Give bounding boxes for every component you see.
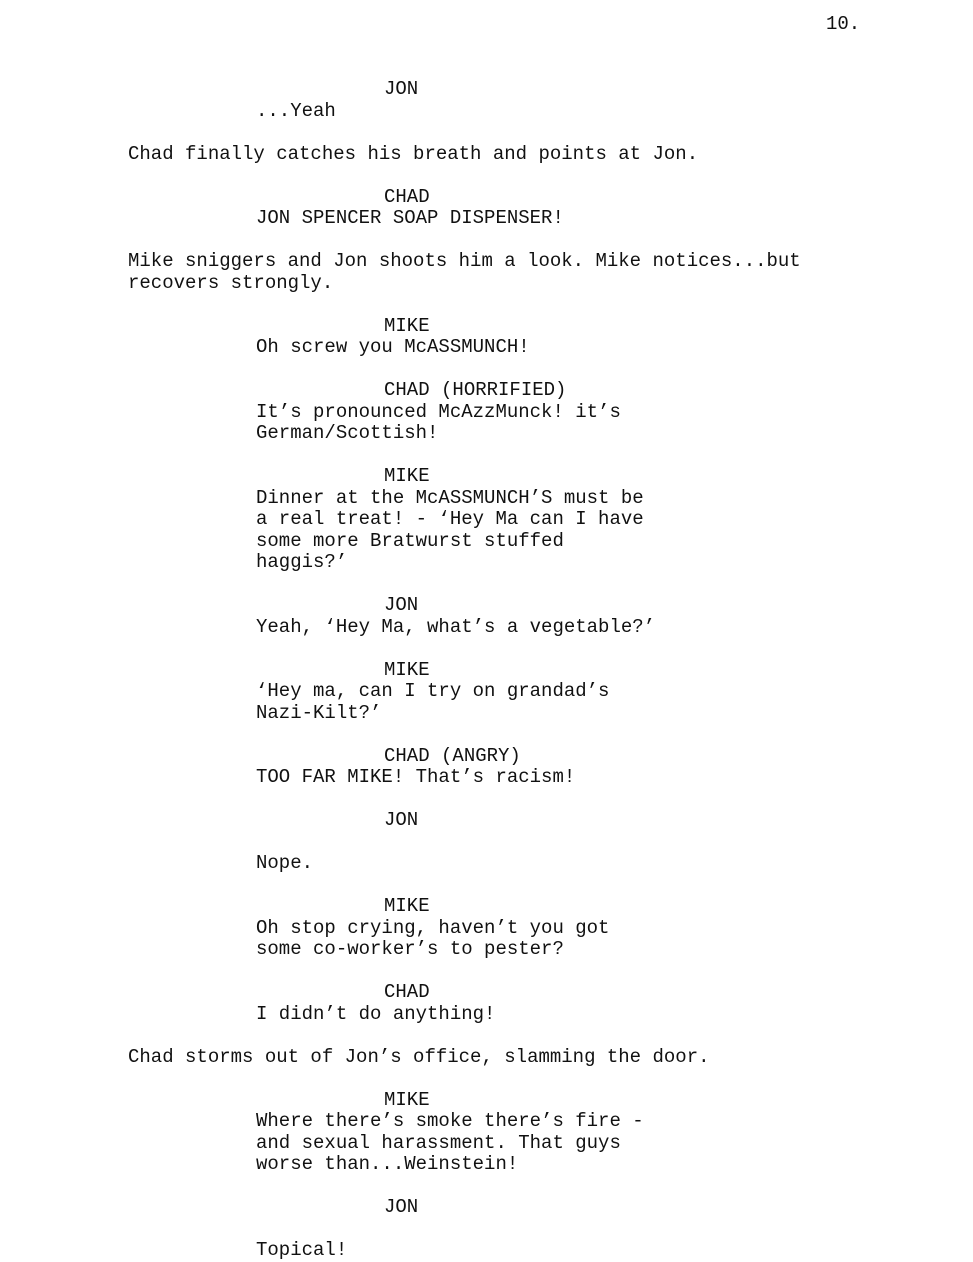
blank-line — [0, 638, 973, 660]
character-cue: MIKE — [384, 465, 430, 487]
character-cue: MIKE — [384, 314, 430, 337]
blank-line — [0, 574, 973, 596]
dialogue-text: Oh screw you McASSMUNCH! — [256, 336, 530, 358]
blank-line — [0, 294, 973, 316]
action-line: Chad finally catches his breath and points at Jon. — [128, 142, 699, 165]
character-cue: MIKE — [384, 1088, 430, 1111]
blank-line — [0, 1025, 973, 1047]
character-cue: JON — [384, 594, 419, 616]
character-cue: JON — [384, 78, 419, 100]
dialogue-text: JON SPENCER SOAP DISPENSER! — [256, 207, 564, 229]
dialogue-text: Topical! — [256, 1239, 348, 1261]
blank-line — [0, 1176, 973, 1198]
character-cue: CHAD — [384, 981, 430, 1003]
dialogue-text: Nope. — [256, 852, 314, 874]
blank-line — [0, 165, 973, 187]
dialogue-text: Oh stop crying, haven’t you got some co-worker’s to pester? — [256, 916, 610, 960]
character-cue: MIKE — [384, 895, 430, 917]
action-line: Chad storms out of Jon’s office, slamming the door. — [128, 1045, 710, 1068]
character-cue: MIKE — [384, 658, 430, 681]
dialogue-text: Dinner at the McASSMUNCH’S must be a real treat! - ‘Hey Ma can I have some more Bratwurst stuffed haggis?’ — [256, 486, 644, 573]
blank-line — [0, 724, 973, 746]
dialogue-text: Where there’s smoke there’s fire - and sexual harassment. That guys worse than...Weinstein! — [256, 1110, 644, 1175]
blank-line — [0, 789, 973, 811]
page-number: 10. — [826, 13, 861, 35]
character-cue: JON — [384, 1196, 419, 1218]
blank-line — [0, 445, 973, 467]
dialogue-text: It’s pronounced McAzzMunck! it’s German/Scottish! — [256, 400, 621, 444]
blank-line — [0, 122, 973, 144]
character-cue: JON — [384, 809, 419, 831]
dialogue-text: I didn’t do anything! — [256, 1002, 496, 1025]
blank-line — [0, 1068, 973, 1090]
blank-line — [0, 359, 973, 381]
script-body — [0, 79, 973, 1262]
dialogue-text: TOO FAR MIKE! That’s racism! — [256, 766, 576, 788]
blank-line — [0, 875, 973, 897]
blank-line — [0, 230, 973, 252]
character-cue: CHAD (HORRIFIED) — [384, 379, 567, 401]
dialogue-text: Yeah, ‘Hey Ma, what’s a vegetable?’ — [256, 615, 656, 638]
dialogue-text: ‘Hey ma, can I try on grandad’s Nazi-Kilt?’ — [256, 680, 610, 724]
action-line: Mike sniggers and Jon shoots him a look. Mike notices...but recovers strongly. — [128, 250, 801, 294]
character-cue: CHAD — [384, 185, 430, 208]
character-cue: CHAD (ANGRY) — [384, 744, 521, 767]
blank-line — [0, 961, 973, 983]
dialogue-text: ...Yeah — [256, 99, 336, 122]
